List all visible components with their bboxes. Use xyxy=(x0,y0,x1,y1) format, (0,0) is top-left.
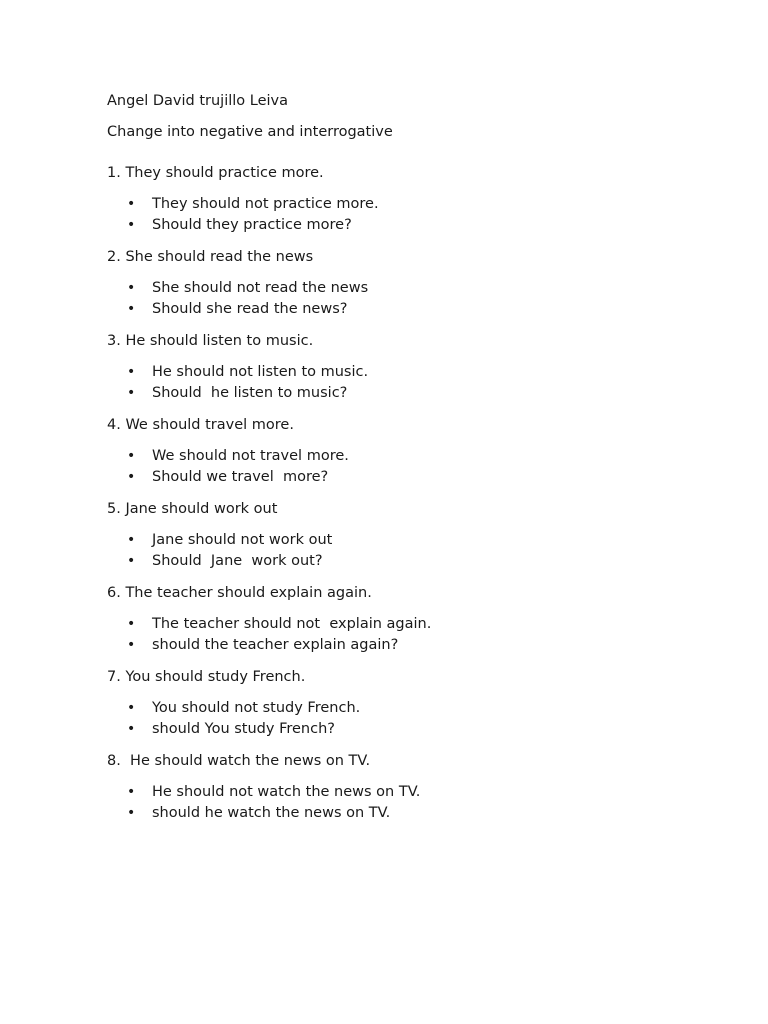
bullet-icon: • xyxy=(127,532,136,548)
answer-text: They should not practice more. xyxy=(152,196,379,212)
exercise-item xyxy=(107,499,727,572)
answer-text: Should they practice more? xyxy=(152,217,352,233)
negative-answer xyxy=(107,446,727,467)
answer-text: Should we travel more? xyxy=(152,469,329,485)
bullet-icon: • xyxy=(127,364,136,380)
interrogative-answer xyxy=(107,299,727,320)
answer-text: We should not travel more. xyxy=(152,448,349,464)
negative-answer xyxy=(107,614,727,635)
bullet-icon: • xyxy=(127,448,136,464)
exercise-item xyxy=(107,667,727,740)
answer-text: He should not watch the news on TV. xyxy=(152,784,421,800)
bullet-icon: • xyxy=(127,721,136,737)
exercise-sentence: 5. Jane should work out xyxy=(107,501,278,517)
bullet-icon: • xyxy=(127,805,136,821)
exercise-sentence: 8. He should watch the news on TV. xyxy=(107,753,371,769)
bullet-icon: • xyxy=(127,385,136,401)
negative-answer xyxy=(107,530,727,551)
answer-text: The teacher should not explain again. xyxy=(152,616,432,632)
bullet-icon: • xyxy=(127,217,136,233)
exercise-item xyxy=(107,163,727,236)
interrogative-answer xyxy=(107,635,727,656)
bullet-icon: • xyxy=(127,700,136,716)
answer-text: He should not listen to music. xyxy=(152,364,369,380)
interrogative-answer xyxy=(107,551,727,572)
document-page xyxy=(107,91,727,835)
answer-text: Should Jane work out? xyxy=(152,553,323,569)
exercise-item xyxy=(107,751,727,824)
exercise-sentence: 6. The teacher should explain again. xyxy=(107,585,372,601)
interrogative-answer xyxy=(107,719,727,740)
interrogative-answer xyxy=(107,803,727,824)
negative-answer xyxy=(107,362,727,383)
answer-text: Should she read the news? xyxy=(152,301,348,317)
interrogative-answer xyxy=(107,215,727,236)
author-name: Angel David trujillo Leiva xyxy=(107,93,289,109)
answer-text: Should he listen to music? xyxy=(152,385,348,401)
answer-text: You should not study French. xyxy=(152,700,361,716)
negative-answer xyxy=(107,698,727,719)
answer-list xyxy=(107,362,727,404)
exercise-item xyxy=(107,415,727,488)
bullet-icon: • xyxy=(127,196,136,212)
exercise-sentence: 7. You should study French. xyxy=(107,669,306,685)
answer-text: She should not read the news xyxy=(152,280,369,296)
interrogative-answer xyxy=(107,467,727,488)
answer-list xyxy=(107,782,727,824)
answer-text: Jane should not work out xyxy=(152,532,333,548)
exercise-item xyxy=(107,331,727,404)
exercise-sentence: 3. He should listen to music. xyxy=(107,333,314,349)
answer-list xyxy=(107,530,727,572)
bullet-icon: • xyxy=(127,553,136,569)
answer-text: should the teacher explain again? xyxy=(152,637,399,653)
exercise-item xyxy=(107,247,727,320)
answer-list xyxy=(107,698,727,740)
exercise-item xyxy=(107,583,727,656)
instruction-heading: Change into negative and interrogative xyxy=(107,124,393,140)
bullet-icon: • xyxy=(127,469,136,485)
answer-text: should he watch the news on TV. xyxy=(152,805,391,821)
interrogative-answer xyxy=(107,383,727,404)
bullet-icon: • xyxy=(127,637,136,653)
answer-text: should You study French? xyxy=(152,721,335,737)
answer-list xyxy=(107,446,727,488)
answer-list xyxy=(107,614,727,656)
exercise-sentence: 4. We should travel more. xyxy=(107,417,294,433)
negative-answer xyxy=(107,278,727,299)
exercise-sentence: 2. She should read the news xyxy=(107,249,314,265)
negative-answer xyxy=(107,782,727,803)
bullet-icon: • xyxy=(127,784,136,800)
bullet-icon: • xyxy=(127,616,136,632)
negative-answer xyxy=(107,194,727,215)
bullet-icon: • xyxy=(127,301,136,317)
answer-list xyxy=(107,278,727,320)
bullet-icon: • xyxy=(127,280,136,296)
answer-list xyxy=(107,194,727,236)
exercise-sentence: 1. They should practice more. xyxy=(107,165,324,181)
